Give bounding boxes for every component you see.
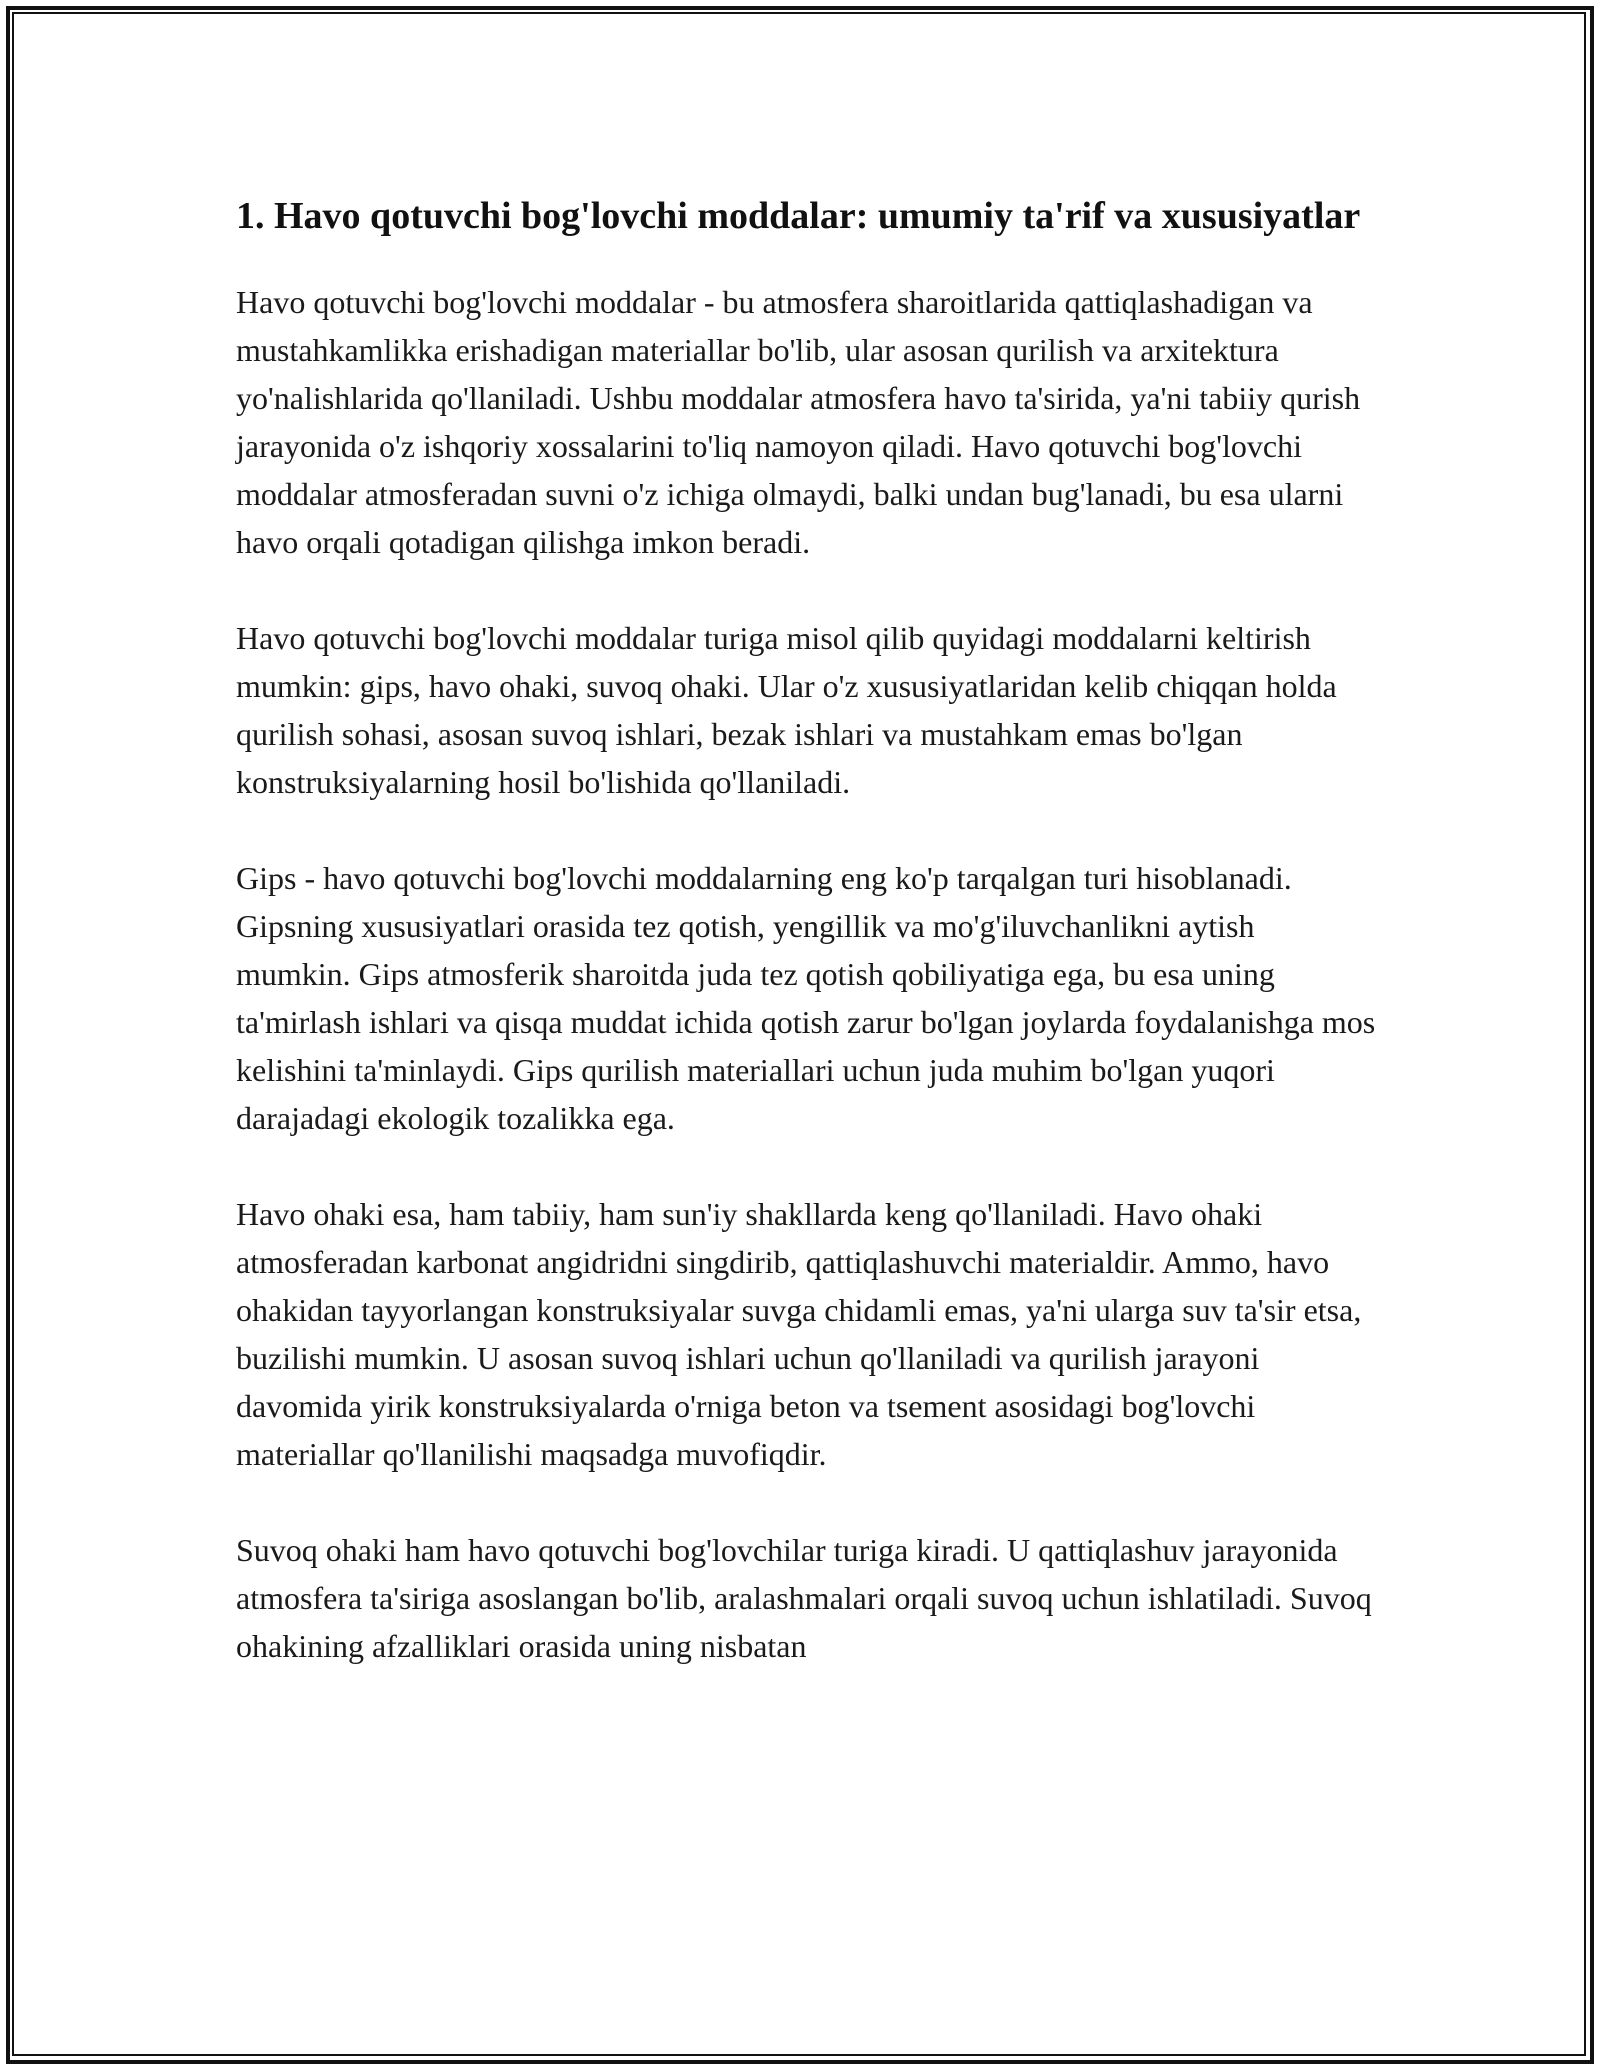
paragraph-definition: Havo qotuvchi bog'lovchi moddalar - bu atmosfera sharoitlarida qattiqlashadigan va mustahkamlikka erishadigan materiallar bo'lib, ular asosan qurilish va arxitektura yo'nalishlarida qo'llaniladi. Ushbu moddalar atmosfera havo ta'sirida, ya'ni tabiiy qurish jarayonida o'z ishqoriy xossalarini to'liq namoyon qiladi. Havo qotuvchi bog'lovchi moddalar atmosferadan suvni o'z ichiga olmaydi, balki undan bug'lanadi, bu esa ularni havo orqali qotadigan qilishga imkon beradi. (236, 284, 1361, 560)
paragraph-gypsum: Gips - havo qotuvchi bog'lovchi moddalarning eng ko'p tarqalgan turi hisoblanadi. Gipsning xususiyatlari orasida tez qotish, yengillik va mo'g'iluvchanlikni aytish mumkin. Gips atmosferik sharoitda juda tez qotish qobiliyatiga ega, bu esa uning ta'mirlash ishlari va qisqa muddat ichida qotish zarur bo'lgan joylarda foydalanishga mos kelishini ta'minlaydi. Gips qurilish materiallari uchun juda muhim bo'lgan yuqori darajadagi ekologik tozalikka ega. (236, 860, 1376, 1136)
paragraph-air-lime: Havo ohaki esa, ham tabiiy, ham sun'iy shakllarda keng qo'llaniladi. Havo ohaki atmosferadan karbonat angidridni singdirib, qattiqlashuvchi materialdir. Ammo, havo ohakidan tayyorlangan konstruksiyalar suvga chidamli emas, ya'ni ularga suv ta'sir etsa, buzilishi mumkin. U asosan suvoq ishlari uchun qo'llaniladi va qurilish jarayoni davomida yirik konstruksiyalarda o'rniga beton va tsement asosidagi bog'lovchi materiallar qo'llanilishi maqsadga muvofiqdir. (236, 1196, 1362, 1472)
paragraph-examples: Havo qotuvchi bog'lovchi moddalar turiga misol qilib quyidagi moddalarni keltirish mumkin: gips, havo ohaki, suvoq ohaki. Ular o'z xususiyatlaridan kelib chiqqan holda qurilish sohasi, asosan suvoq ishlari, bezak ishlari va mustahkam emas bo'lgan konstruksiyalarning hosil bo'lishida qo'llaniladi. (236, 620, 1337, 800)
document-page (236, 188, 1376, 1718)
paragraph-plaster-lime: Suvoq ohaki ham havo qotuvchi bog'lovchilar turiga kiradi. U qattiqlashuv jarayonida atmosfera ta'siriga asoslangan bo'lib, aralashmalari orqali suvoq uchun ishlatiladi. Suvoq ohakining afzalliklari orasida uning nisbatan (236, 1532, 1372, 1664)
section-heading: 1. Havo qotuvchi bog'lovchi moddalar: umumiy ta'rif va xususiyatlar (236, 195, 1361, 237)
